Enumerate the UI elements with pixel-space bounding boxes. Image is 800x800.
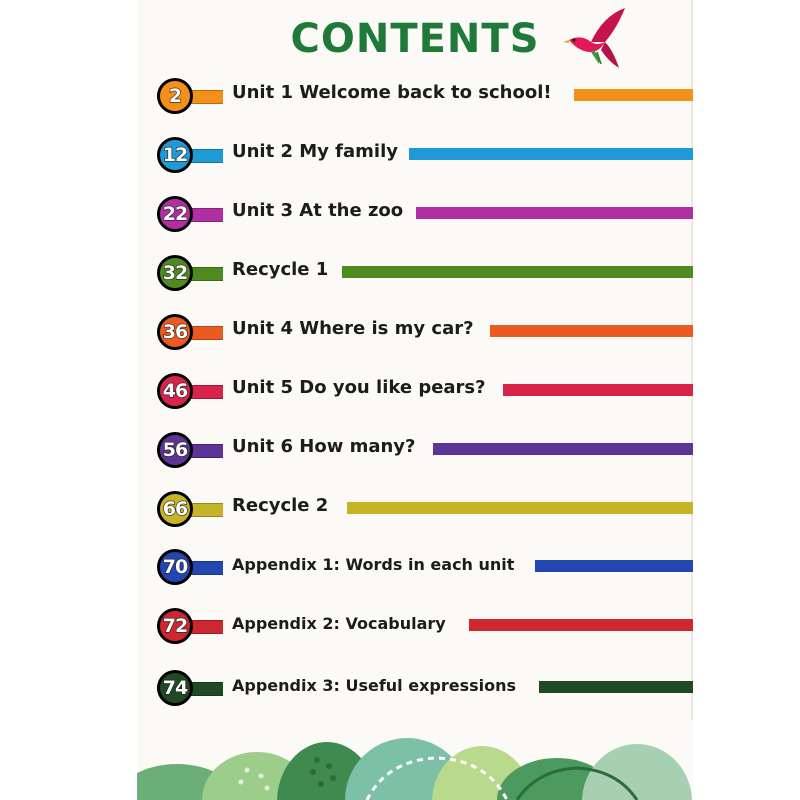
- hills-illustration: [137, 720, 693, 800]
- page-number: 46: [162, 380, 188, 402]
- page-number-badge: [157, 78, 193, 114]
- page-number-badge: [157, 608, 193, 644]
- entry-line: [469, 619, 693, 631]
- page-number: 36: [162, 321, 188, 343]
- toc-entry[interactable]: [137, 253, 693, 293]
- entry-line: [347, 502, 693, 514]
- page-number: 12: [162, 144, 188, 166]
- page-number-badge: [157, 670, 193, 706]
- toc-entry[interactable]: [137, 547, 693, 587]
- page-number: 70: [162, 556, 188, 578]
- page-number-badge: [157, 549, 193, 585]
- page-number-badge: [157, 255, 193, 291]
- page-number-badge: [157, 373, 193, 409]
- entry-line: [342, 266, 693, 278]
- entry-line: [539, 681, 693, 693]
- page-number: 32: [162, 262, 188, 284]
- entry-title: Appendix 3: Useful expressions: [232, 676, 517, 695]
- entry-line: [535, 560, 693, 572]
- entry-title: Unit 3 At the zoo: [232, 200, 404, 221]
- page-number-badge: [157, 137, 193, 173]
- toc-entry[interactable]: [137, 489, 693, 529]
- toc-entry[interactable]: [137, 430, 693, 470]
- toc-entry[interactable]: [137, 606, 693, 646]
- entry-line: [503, 384, 693, 396]
- entry-line: [433, 443, 693, 455]
- entry-line: [409, 148, 693, 160]
- page-number: 56: [162, 439, 188, 461]
- toc-entry[interactable]: [137, 76, 693, 116]
- entry-title: Unit 5 Do you like pears?: [232, 377, 486, 398]
- contents-page: [137, 0, 693, 800]
- entry-title: Unit 6 How many?: [232, 436, 416, 457]
- page-number: 72: [162, 615, 188, 637]
- toc-entry[interactable]: [137, 371, 693, 411]
- toc-entry[interactable]: [137, 668, 693, 708]
- page-title: CONTENTS: [290, 16, 540, 62]
- page-number-badge: [157, 491, 193, 527]
- toc-entry[interactable]: [137, 312, 693, 352]
- entry-title: Unit 4 Where is my car?: [232, 318, 474, 339]
- page-number-badge: [157, 314, 193, 350]
- bird-illustration: [561, 6, 631, 76]
- entry-title: Appendix 2: Vocabulary: [232, 614, 446, 633]
- page-number: 2: [168, 85, 182, 107]
- entry-title: Recycle 1: [232, 259, 329, 280]
- page-number-badge: [157, 432, 193, 468]
- entry-line: [416, 207, 693, 219]
- entry-line: [490, 325, 693, 337]
- entry-title: Unit 2 My family: [232, 141, 398, 162]
- page-number-badge: [157, 196, 193, 232]
- toc-entry[interactable]: [137, 194, 693, 234]
- toc-entry[interactable]: [137, 135, 693, 175]
- entry-line: [574, 89, 693, 101]
- entry-title: Recycle 2: [232, 495, 329, 516]
- page-number: 22: [162, 203, 188, 225]
- entry-title: Appendix 1: Words in each unit: [232, 555, 515, 574]
- entry-title: Unit 1 Welcome back to school!: [232, 82, 552, 103]
- page-number: 66: [162, 498, 188, 520]
- page-number: 74: [162, 677, 188, 699]
